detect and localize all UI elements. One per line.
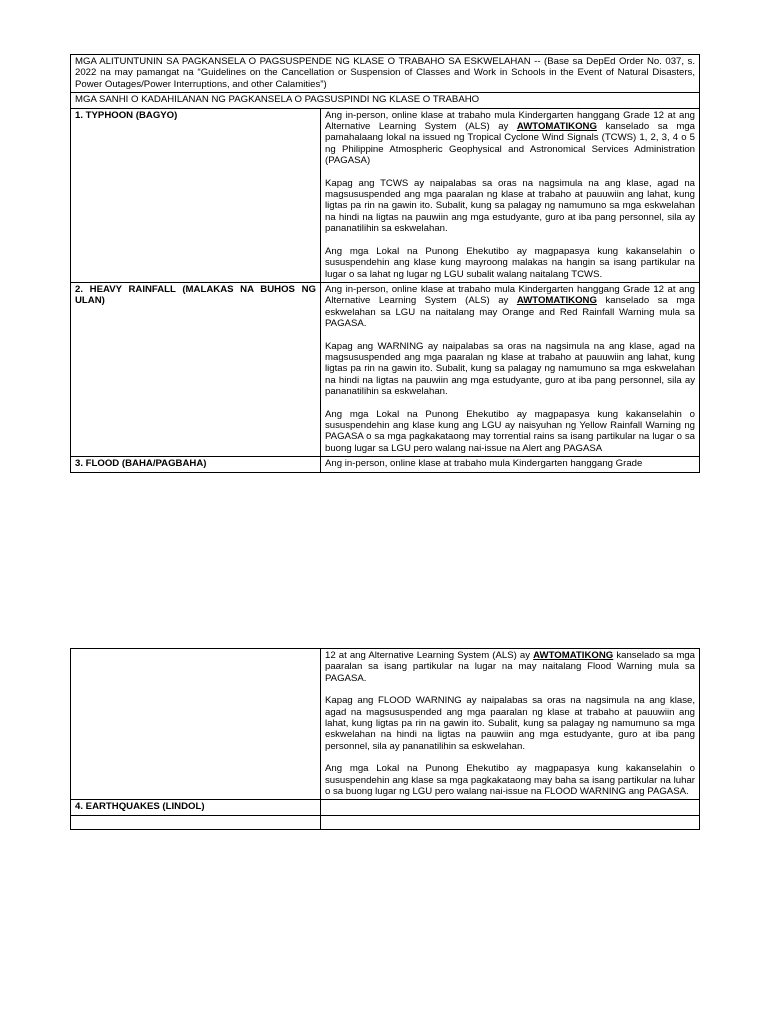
typhoon-p1-rest: kanselado sa mga pamahalaang lokal na issued ng Tropical Cyclone Wind Signals (TCWS) 1, 2, 3, 4 o 5 ng Philippine Atmospheric Geophysical and Astronomical Services Administration (PAGASA) <box>325 121 695 167</box>
flood-p1-rest: kanselado sa mga paaralan sa isang partikular na lugar na may naitalang Flood Warning mula sa PAGASA. <box>325 650 696 684</box>
flood-label-continued <box>71 649 321 800</box>
typhoon-description <box>321 108 700 282</box>
earthquake-description <box>321 800 700 815</box>
guidelines-table-page-2 <box>70 648 700 830</box>
typhoon-p1-text: Ang in-person, online klase at trabaho mula Kindergarten hanggang Grade 12 at ang Alternative Learning System (ALS) ay <box>325 109 695 133</box>
earthquake-label: 4. EARTHQUAKES (LINDOL) <box>71 800 321 815</box>
rainfall-description <box>321 282 700 456</box>
rainfall-paragraph-2: Kapag ang WARNING ay naipalabas sa oras na nagsimula na ang klase, agad na magsususpended ang mga paaralan ng klase at trabaho at pauuwiin ang lahat, kung ligtas pa rin na gawin ito. Subalit, kung sa palagay ng namumuno sa mga eskwelahan na hindi na ligtas na pauwiin ang mga estudyante, guro at iba pang personnel, sila ay pananatilihin sa eskwelahan. <box>325 340 695 398</box>
flood-description <box>321 649 700 800</box>
flood-emphasis: AWTOMATIKONG <box>533 650 614 661</box>
document-title: MGA ALITUNTUNIN SA PAGKANSELA O PAGSUSPENDE NG KLASE O TRABAHO SA ESKWELAHAN -- (Base sa DepEd Order No. 037, s. 2022 na may pamangat na “Guidelines on the Cancellation or Suspension of Classes and Work in Schools in the Event of Natural Disasters, Power Outages/Power Interruptions, and other Calamities”) <box>71 55 700 93</box>
guidelines-table-page-1 <box>70 54 700 473</box>
rainfall-emphasis: AWTOMATIKONG <box>516 295 597 307</box>
subtitle-row <box>71 93 700 108</box>
flood-description-start: Ang in-person, online klase at trabaho mula Kindergarten hanggang Grade <box>321 457 700 472</box>
empty-cell-left <box>71 815 321 829</box>
typhoon-paragraph-2: Kapag ang TCWS ay naipalabas sa oras na nagsimula na ang klase, agad na magsususpended ang mga paaralan ng klase at trabaho at pauuwiin ang lahat, kung ligtas pa rin na gawin ito. Subalit, kung sa palagay ng namumuno sa mga eskwelahan na hindi na ligtas na pauwiin ang mga estudyante, guro at iba pang personnel, sila ay pananatilihin sa eskwelahan. <box>325 177 695 235</box>
flood-paragraph-1 <box>325 650 695 684</box>
flood-label: 3. FLOOD (BAHA/PAGBAHA) <box>71 457 321 472</box>
rainfall-row <box>71 282 700 456</box>
typhoon-label: 1. TYPHOON (BAGYO) <box>71 108 321 282</box>
typhoon-paragraph-3: Ang mga Lokal na Punong Ehekutibo ay magpapasya kung kakanselahin o sususpendehin ang klase kung mayroong malakas na hangin sa isang partikular na lugar o sa lahat ng lugar ng LGU subalit walang naitalang TCWS. <box>325 245 695 280</box>
flood-continued-row <box>71 649 700 800</box>
flood-paragraph-3: Ang mga Lokal na Punong Ehekutibo ay magpapasya kung kakanselahin o sususpendehin ang klase sa mga pagkakataong may baha sa isang partikular na luhar o sa buong lugar ng LGU pero walang nai-issue na FLOOD WARNING ang PAGASA. <box>325 763 695 798</box>
typhoon-emphasis: AWTOMATIKONG <box>516 121 597 133</box>
empty-cell-right <box>321 815 700 829</box>
section-heading: MGA SANHI O KADAHILANAN NG PAGKANSELA O PAGSUSPINDI NG KLASE O TRABAHO <box>71 93 700 108</box>
rainfall-paragraph-3: Ang mga Lokal na Punong Ehekutibo ay magpapasya kung kakanselahin o sususpendehin ang klase kung ang LGU ay naisyuhan ng Yellow Rainfall Warning ng PAGASA o sa mga pagkakataong may torrential rains sa isang partikular na lugar o sa buong lugar sa LGU pero walang nai-issue na Alert ang PAGASA <box>325 408 695 454</box>
typhoon-row <box>71 108 700 282</box>
rainfall-p1-rest: kanselado sa mga eskwelahan sa LGU na naitalang may Orange and Red Rainfall Warning mula sa PAGASA. <box>325 295 695 330</box>
typhoon-paragraph-1 <box>325 110 695 167</box>
flood-p1-text: 12 at ang Alternative Learning System (ALS) ay <box>325 650 534 661</box>
rainfall-label: 2. HEAVY RAINFALL (MALAKAS NA BUHOS NG ULAN) <box>71 282 321 456</box>
rainfall-p1-text: Ang in-person, online klase at trabaho mula Kindergarten hanggang Grade 12 at ang Alternative Learning System (ALS) ay <box>325 283 695 307</box>
empty-row <box>71 815 700 829</box>
earthquake-row <box>71 800 700 815</box>
flood-row <box>71 457 700 472</box>
flood-paragraph-2: Kapag ang FLOOD WARNING ay naipalabas sa oras na nagsimula na ang klase, agad na magsususpended ang mga paaralan ng klase at trabaho at pauuwiin ang lahat, kung ligtas pa rin na gawin ito. Subalit, kung sa palagay ng namumuno sa mga eskwelahan na hindi na ligtas na pauwiin ang mga estudyante, guro at iba pang personnel, sila ay pananatilihin sa eskwelahan. <box>325 695 695 752</box>
title-row <box>71 55 700 93</box>
rainfall-paragraph-1 <box>325 284 695 330</box>
